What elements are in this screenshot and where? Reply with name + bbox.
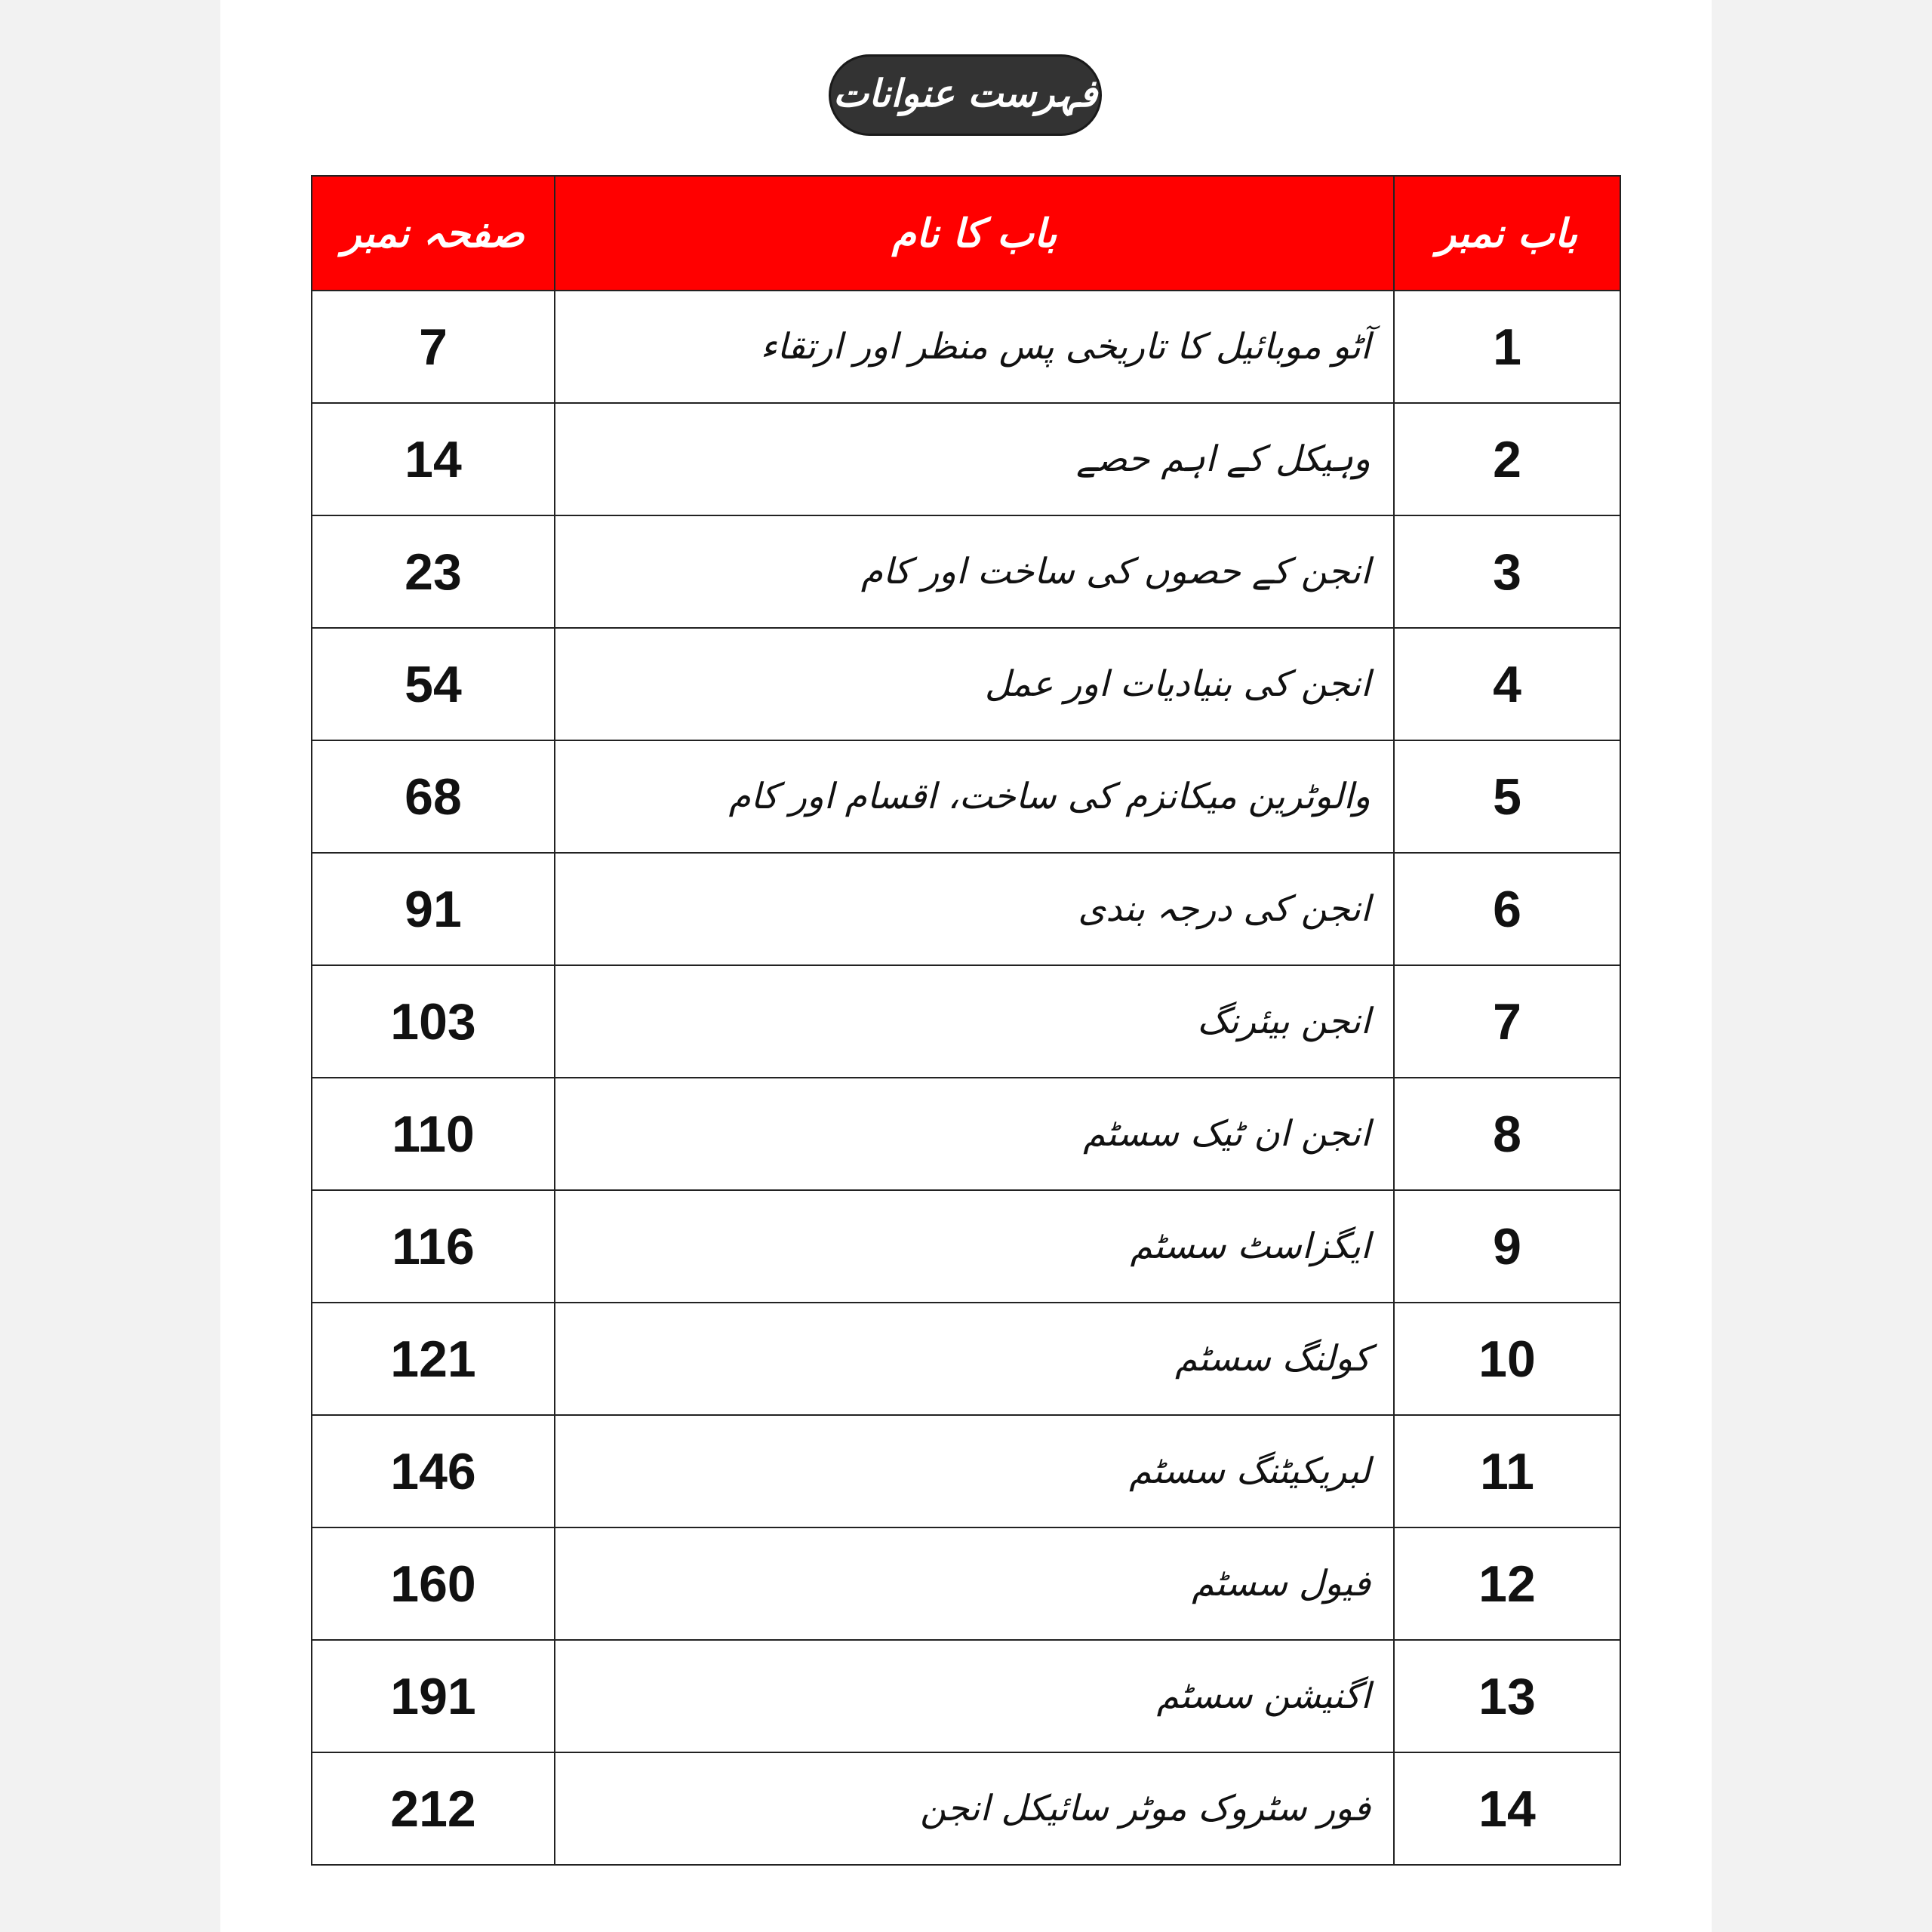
chapter-number: 6	[1394, 853, 1620, 965]
chapter-name: کولنگ سسٹم	[555, 1303, 1394, 1415]
table-row	[312, 1752, 1620, 1865]
table-row	[312, 1415, 1620, 1527]
chapter-name: آٹو موبائیل کا تاریخی پس منظر اور ارتقاء	[555, 291, 1394, 403]
table-row	[312, 403, 1620, 515]
page-title: فہرست عنوانات	[829, 54, 1102, 136]
table-row	[312, 1527, 1620, 1640]
chapter-number: 9	[1394, 1190, 1620, 1303]
header-row	[312, 176, 1620, 291]
page-number: 146	[312, 1415, 555, 1527]
header-chapter-number: باب نمبر	[1394, 176, 1620, 291]
page-number: 23	[312, 515, 555, 628]
table-row	[312, 1078, 1620, 1190]
table-row	[312, 515, 1620, 628]
page-number: 54	[312, 628, 555, 740]
table-row	[312, 853, 1620, 965]
header-page-number: صفحہ نمبر	[312, 176, 555, 291]
chapter-name: انجن کی درجہ بندی	[555, 853, 1394, 965]
chapter-number: 10	[1394, 1303, 1620, 1415]
table-row	[312, 965, 1620, 1078]
table-row	[312, 1303, 1620, 1415]
chapter-number: 5	[1394, 740, 1620, 853]
page-number: 116	[312, 1190, 555, 1303]
chapter-number: 7	[1394, 965, 1620, 1078]
chapter-name: اگنیشن سسٹم	[555, 1640, 1394, 1752]
chapter-name: فور سٹروک موٹر سائیکل انجن	[555, 1752, 1394, 1865]
chapter-number: 8	[1394, 1078, 1620, 1190]
page-number: 14	[312, 403, 555, 515]
table-row	[312, 291, 1620, 403]
chapter-number: 3	[1394, 515, 1620, 628]
chapter-number: 12	[1394, 1527, 1620, 1640]
table-row	[312, 1640, 1620, 1752]
page-number: 91	[312, 853, 555, 965]
chapter-number: 1	[1394, 291, 1620, 403]
chapter-name: انجن کی بنیادیات اور عمل	[555, 628, 1394, 740]
page-number: 103	[312, 965, 555, 1078]
page-number: 212	[312, 1752, 555, 1865]
chapter-name: انجن ان ٹیک سسٹم	[555, 1078, 1394, 1190]
page-number: 121	[312, 1303, 555, 1415]
chapter-name: ایگزاسٹ سسٹم	[555, 1190, 1394, 1303]
chapter-number: 4	[1394, 628, 1620, 740]
table-row	[312, 740, 1620, 853]
header-chapter-name: باب کا نام	[555, 176, 1394, 291]
chapter-number: 11	[1394, 1415, 1620, 1527]
chapter-number: 2	[1394, 403, 1620, 515]
table-of-contents	[311, 175, 1621, 1866]
page-number: 160	[312, 1527, 555, 1640]
chapter-name: وہیکل کے اہم حصے	[555, 403, 1394, 515]
table-row	[312, 1190, 1620, 1303]
page-number: 7	[312, 291, 555, 403]
chapter-number: 14	[1394, 1752, 1620, 1865]
chapter-number: 13	[1394, 1640, 1620, 1752]
chapter-name: والوٹرین میکانزم کی ساخت، اقسام اور کام	[555, 740, 1394, 853]
page-number: 191	[312, 1640, 555, 1752]
chapter-name: انجن کے حصوں کی ساخت اور کام	[555, 515, 1394, 628]
page-number: 68	[312, 740, 555, 853]
chapter-name: فیول سسٹم	[555, 1527, 1394, 1640]
chapter-name: انجن بیئرنگ	[555, 965, 1394, 1078]
chapter-name: لبریکیٹنگ سسٹم	[555, 1415, 1394, 1527]
page-number: 110	[312, 1078, 555, 1190]
table-row	[312, 628, 1620, 740]
